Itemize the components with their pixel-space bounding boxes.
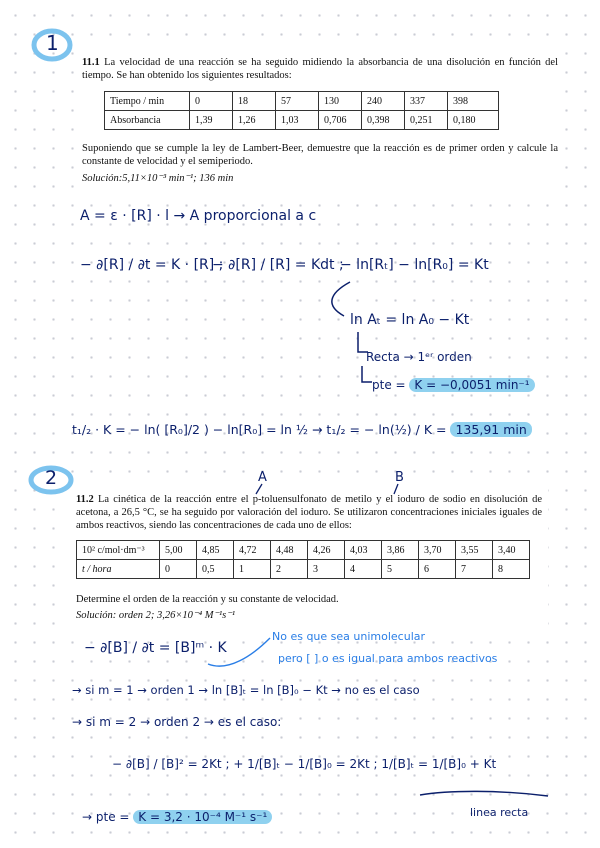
table-cell: 1,03: [276, 111, 319, 130]
note-second-order-integration: − ∂[B] / [B]² = 2Kt ; + 1/[B]ₜ − 1/[B]₀ = 2Kt ; 1/[B]ₜ = 1/[B]₀ + Kt: [112, 757, 497, 771]
table-cell: 4,72: [234, 541, 271, 560]
brace-line: [420, 791, 548, 796]
table-cell: 0,398: [362, 111, 405, 130]
note-rate-law-order-m: − ∂[B] / ∂t = [B]ᵐ · K: [84, 640, 227, 656]
table-cell: 0,180: [448, 111, 499, 130]
table-cell: 3,70: [419, 541, 456, 560]
highlight-rate-constant-2: K = 3,2 · 10⁻⁴ M⁻¹ s⁻¹: [133, 810, 272, 824]
problem-label: 11.2: [76, 494, 94, 505]
table-cell: 0,706: [319, 111, 362, 130]
note-unimolecular: No es que sea unimolecular: [272, 630, 426, 643]
table-cell: 240: [362, 92, 405, 111]
highlight-rate-constant: K = −0,0051 min⁻¹: [409, 378, 534, 392]
note-ln-absorbance: ln Aₜ = ln A₀ − Kt: [350, 312, 470, 328]
note-rate-law: − ∂[R] / ∂t = K · [R] ;: [80, 257, 224, 273]
table-cell: Tiempo / min: [105, 92, 190, 111]
solution-text: Solución:5,11×10⁻³ min⁻¹; 136 min: [82, 173, 234, 184]
note-separated: − ∂[R] / [R] = Kdt ;: [212, 257, 344, 273]
arrow-reagent-b: [394, 484, 398, 494]
slope-label: pte =: [372, 378, 410, 392]
table-cell: 337: [405, 92, 448, 111]
table-cell: 1: [234, 560, 271, 579]
table-cell: 3,86: [382, 541, 419, 560]
table-cell: 3: [308, 560, 345, 579]
note-integrated: − ln[Rₜ] − ln[R₀] = Kt: [340, 257, 489, 273]
badge-number: 1: [46, 31, 59, 55]
problem-question: Suponiendo que se cumple la ley de Lambert-Beer, demuestre que la reacción es de primer orden y calcule la constante de velocidad y el semiperiodo.: [82, 143, 558, 167]
table-cell: 3,40: [493, 541, 530, 560]
table-cell: 4: [345, 560, 382, 579]
arrow-blue-curve: [208, 638, 270, 666]
solution-text: Solución: orden 2; 3,26×10⁻⁴ M⁻¹s⁻¹: [76, 610, 235, 621]
problem-label: 11.1: [82, 57, 100, 68]
table-cell: 0: [160, 560, 197, 579]
table-cell: 7: [456, 560, 493, 579]
table-cell: 1,26: [233, 111, 276, 130]
table-cell: 0,5: [197, 560, 234, 579]
table-cell: 18: [233, 92, 276, 111]
note-equal-concentration: pero [ ] o es igual para ambos reactivos: [278, 652, 498, 665]
half-life-derivation: t₁/₂ · K = − ln( [R₀]/2 ) − ln[R₀] = ln ½ → t₁/₂ = − ln(½) / K =: [72, 422, 447, 437]
note-straight-line-2: linea recta: [470, 806, 529, 819]
table-cell: 4,03: [345, 541, 382, 560]
slope-label: → pte =: [82, 810, 134, 824]
problem-question: Determine el orden de la reacción y su constante de velocidad.: [76, 594, 339, 605]
table-cell: 1,39: [190, 111, 233, 130]
problem-statement: La velocidad de una reacción se ha seguido midiendo la absorbancia de una disolución en función del tiempo. Se han obtenido los siguientes resultados:: [82, 57, 559, 81]
arrow-elbow-1: [358, 332, 368, 352]
arrow-reagent-a: [256, 484, 262, 494]
table-cell: t / hora: [77, 560, 160, 579]
annotation-reagent-a: A: [258, 470, 267, 485]
highlight-half-life: 135,91 min: [450, 422, 531, 437]
table-cell: 6: [419, 560, 456, 579]
table-cell: 3,55: [456, 541, 493, 560]
note-order-1-case: → si m = 1 → orden 1 → ln [B]ₜ = ln [B]₀ − Kt → no es el caso: [72, 683, 420, 697]
table-cell: 398: [448, 92, 499, 111]
table-cell: 10² c/mol·dm⁻³: [77, 541, 160, 560]
problem-statement: La cinética de la reacción entre el p-toluensulfonato de metilo y el ioduro de sodio en disolución de acetona, a 26,5 °C, se ha seguido por valoración del ioduro. Se utilizaron concentraciones iniciales iguales de ambos reactivos, siendo las concentraciones de cada uno de ellos:: [76, 494, 543, 531]
table-cell: 4,85: [197, 541, 234, 560]
table-cell: 0: [190, 92, 233, 111]
table-cell: 5,00: [160, 541, 197, 560]
arrow-curve-1: [332, 282, 350, 316]
table-cell: 4,26: [308, 541, 345, 560]
table-cell: 5: [382, 560, 419, 579]
table-cell: Absorbancia: [105, 111, 190, 130]
arrow-elbow-2: [362, 366, 372, 382]
table-cell: 130: [319, 92, 362, 111]
table-cell: 4,48: [271, 541, 308, 560]
table-cell: 0,251: [405, 111, 448, 130]
table-cell: 57: [276, 92, 319, 111]
note-line-lambert-beer: A = ε · [R] · l → A proporcional a c: [80, 208, 317, 224]
table-cell: 2: [271, 560, 308, 579]
note-order-2-case: → si m = 2 → orden 2 → es el caso:: [72, 715, 282, 729]
note-straight-line: Recta → 1ᵉʳ orden: [366, 350, 472, 364]
annotation-reagent-b: B: [395, 470, 404, 485]
table-cell: 8: [493, 560, 530, 579]
badge-number: 2: [45, 467, 58, 489]
